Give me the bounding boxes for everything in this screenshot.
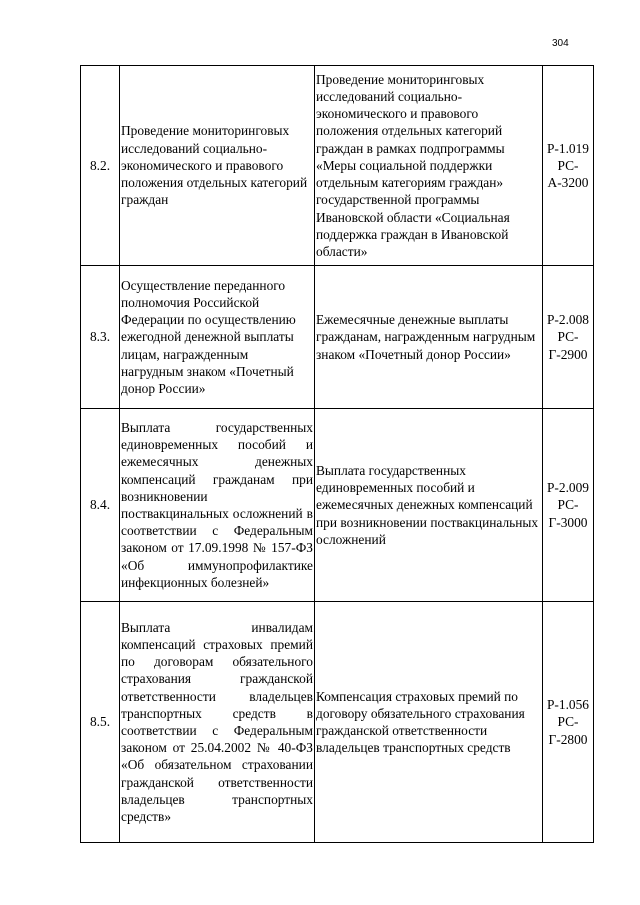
table-row — [81, 409, 594, 602]
row-description: Ежемесячные денежные выплаты гражданам, награжденным нагрудным знаком «Почетный донор России» — [315, 266, 543, 409]
page-number: 304 — [552, 38, 569, 49]
row-number: 8.5. — [81, 602, 120, 843]
row-number: 8.4. — [81, 409, 120, 602]
row-description: Компенсация страховых премий по договору обязательного страхования гражданской ответственности владельцев транспортных средств — [315, 602, 543, 843]
row-code: Р-1.056 РС-Г-2800 — [543, 602, 594, 843]
document-table — [80, 65, 594, 843]
row-name: Выплата государственных единовременных пособий и ежемесячных денежных компенсаций гражданам при возникновении поствакцинальных осложнений в соответствии с Федеральным законом от 17.09.1998 № 157-ФЗ «Об иммунопрофилактике инфекционных болезней» — [120, 409, 315, 602]
row-description: Выплата государственных единовременных пособий и ежемесячных денежных компенсаций при возникновении поствакцинальных осложнений — [315, 409, 543, 602]
row-name: Выплата инвалидам компенсаций страховых премий по договорам обязательного страхования гражданской ответственности владельцев транспортных средств в соответствии с Федеральным законом от 25.04.2002 № 40-ФЗ «Об обязательном страховании гражданской ответственности владельцев транспортных средств» — [120, 602, 315, 843]
row-code: Р-1.019 РС-А-3200 — [543, 66, 594, 266]
row-number: 8.3. — [81, 266, 120, 409]
row-name: Осуществление переданного полномочия Российской Федерации по осуществлению ежегодной денежной выплаты лицам, награжденным нагрудным знаком «Почетный донор России» — [120, 266, 315, 409]
table-row — [81, 602, 594, 843]
row-description: Проведение мониторинговых исследований социально-экономического и правового положения отдельных категорий граждан в рамках подпрограммы «Меры социальной поддержки отдельным категориям граждан» государственной программы Ивановской области «Социальная поддержка граждан в Ивановской области» — [315, 66, 543, 266]
row-number: 8.2. — [81, 66, 120, 266]
row-code: Р-2.008 РС-Г-2900 — [543, 266, 594, 409]
row-name: Проведение мониторинговых исследований социально-экономического и правового положения отдельных категорий граждан — [120, 66, 315, 266]
row-code: Р-2.009 РС-Г-3000 — [543, 409, 594, 602]
table-row — [81, 266, 594, 409]
table-row — [81, 66, 594, 266]
